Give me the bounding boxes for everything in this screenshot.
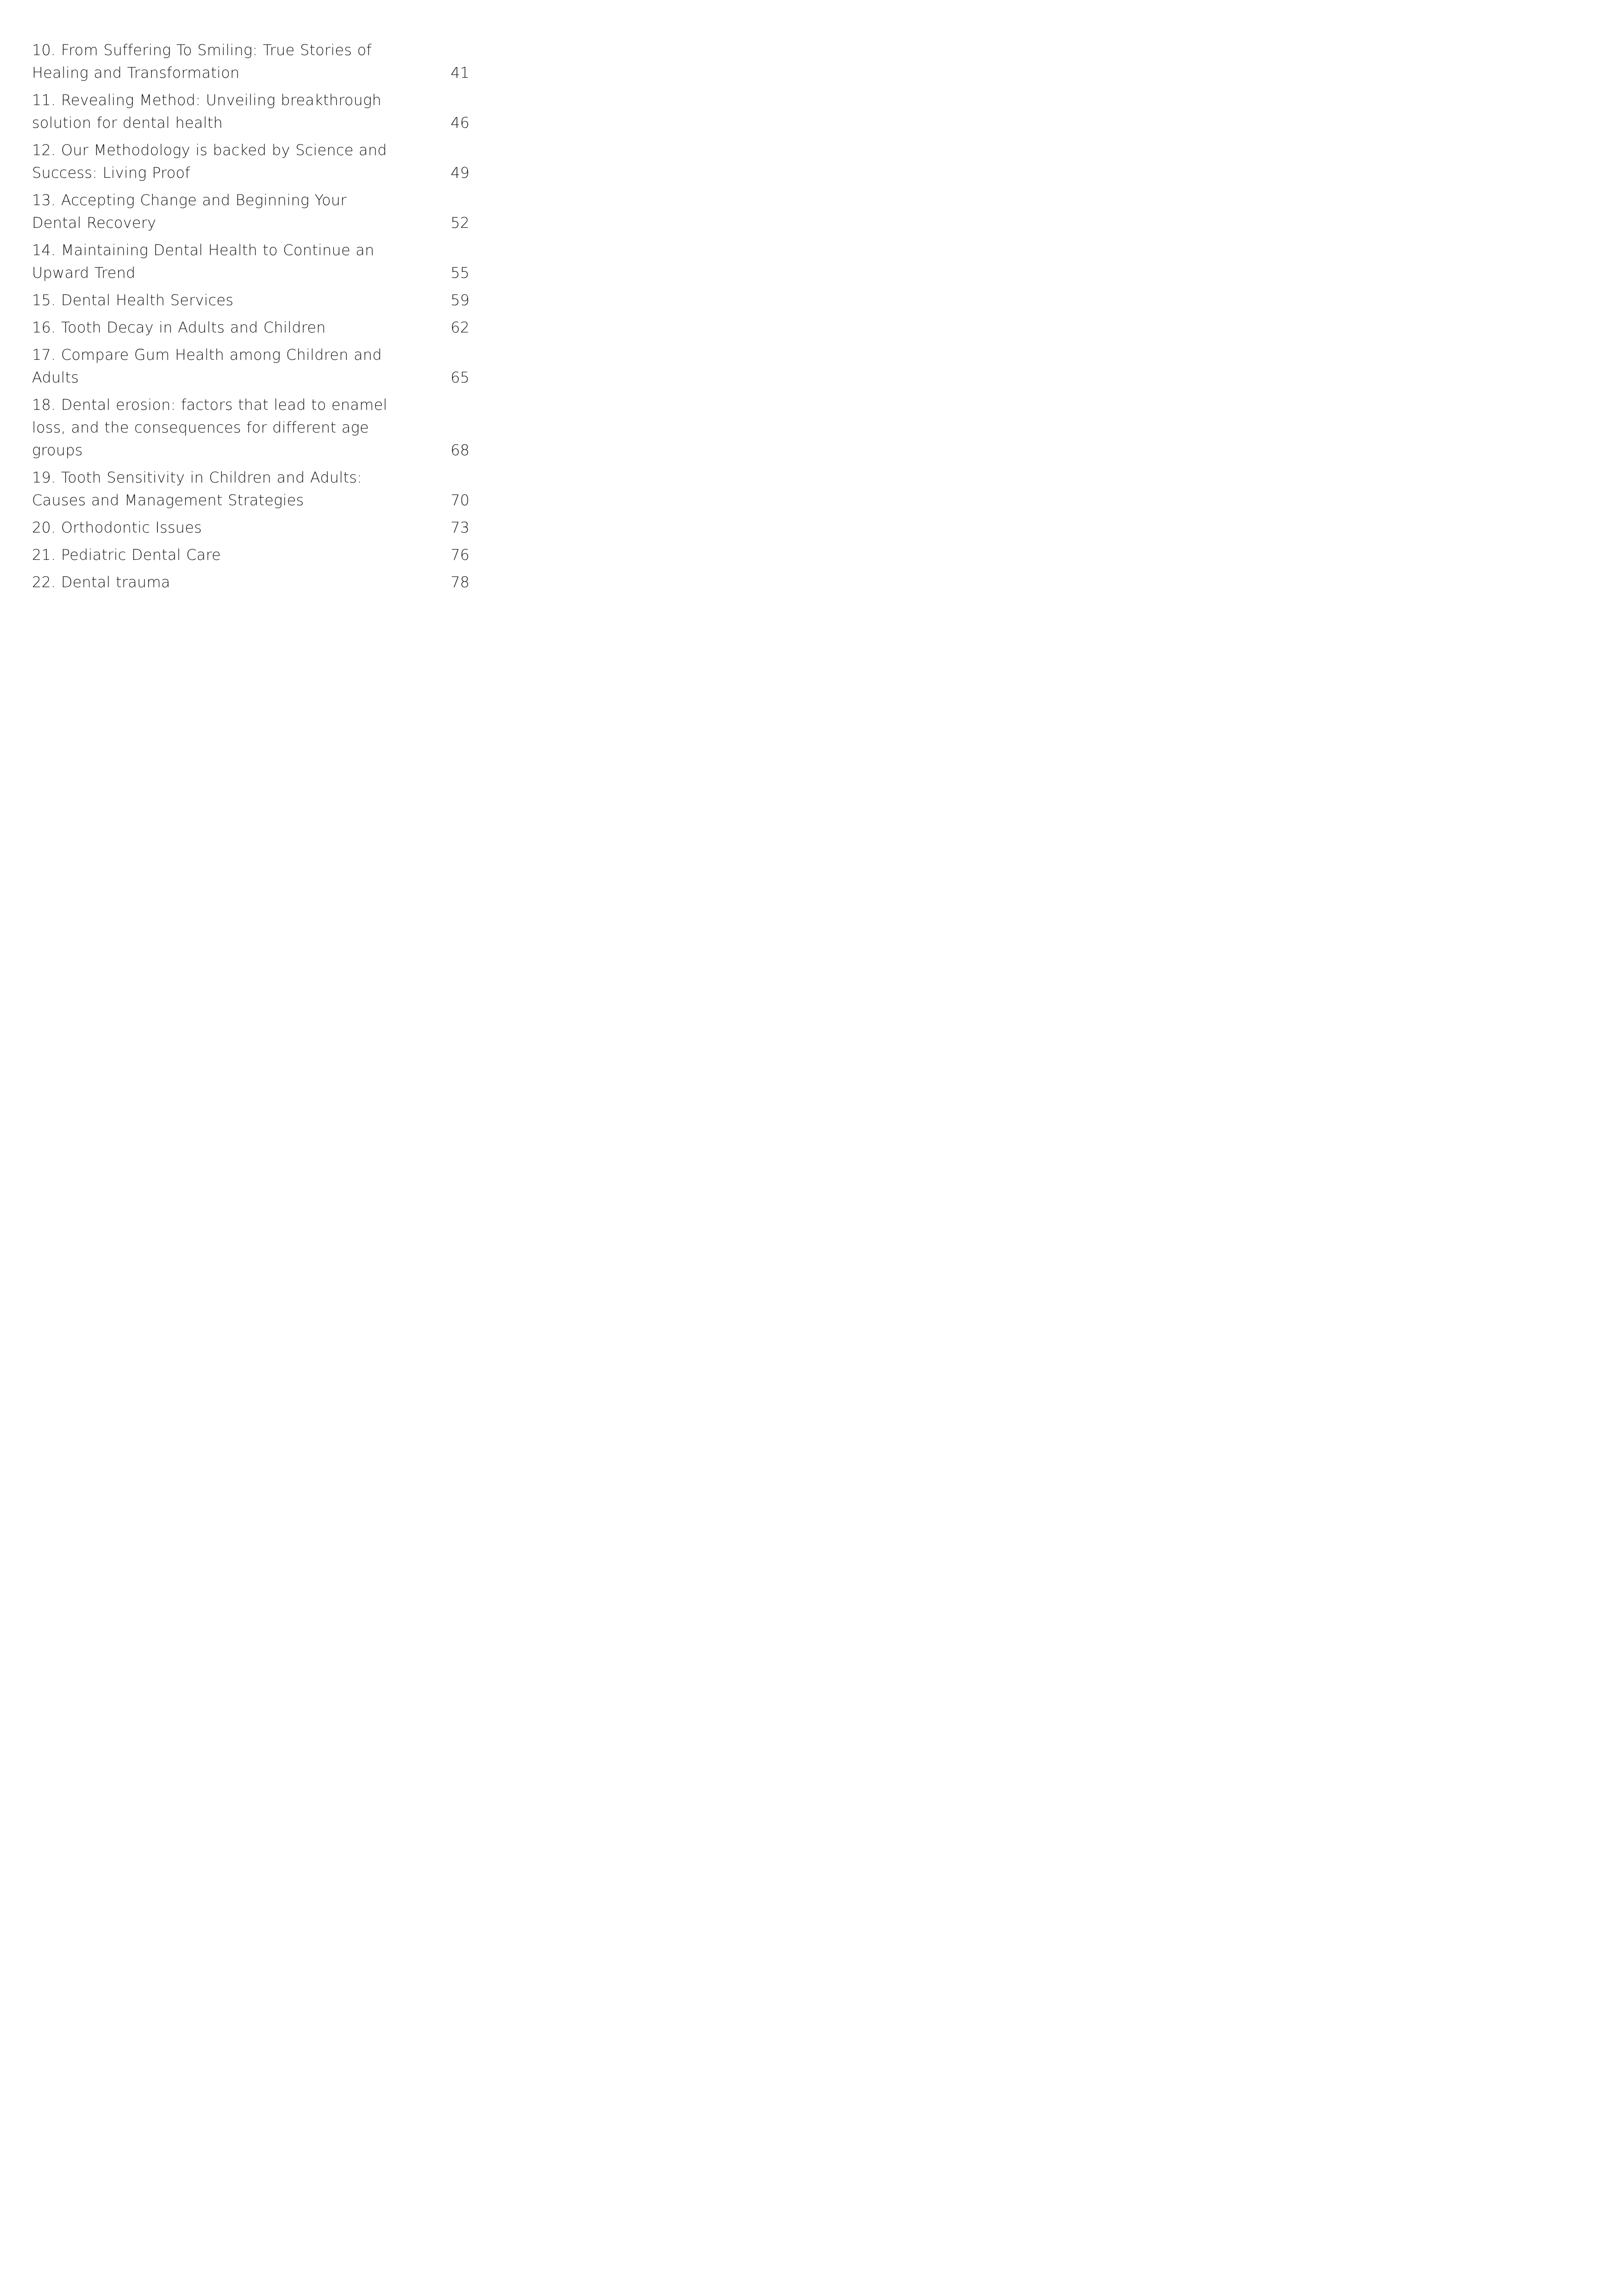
toc-entry-page: 73: [450, 519, 469, 536]
toc-entry[interactable]: [32, 39, 469, 84]
toc-entry-title: 15. Dental Health Services: [32, 291, 234, 309]
toc-entry[interactable]: [32, 344, 469, 389]
toc-entry[interactable]: [32, 466, 469, 512]
toc-entry[interactable]: [32, 89, 469, 134]
toc-entry-page: 41: [450, 64, 469, 82]
toc-entry-page: 70: [450, 491, 469, 509]
toc-entry-title: 11. Revealing Method: Unveiling breakthrough solution for dental health: [32, 91, 381, 132]
table-of-contents: [32, 39, 469, 598]
toc-entry-title: 19. Tooth Sensitivity in Children and Adults: Causes and Management Strategies: [32, 469, 362, 509]
toc-entry-page: 52: [450, 214, 469, 232]
toc-entry-title: 13. Accepting Change and Beginning Your Dental Recovery: [32, 191, 347, 232]
toc-entry-title: 22. Dental trauma: [32, 573, 170, 591]
toc-entry-title: 17. Compare Gum Health among Children and Adults: [32, 346, 382, 386]
toc-entry-page: 62: [450, 319, 469, 336]
toc-entry-title: 10. From Suffering To Smiling: True Stories of Healing and Transformation: [32, 41, 372, 82]
toc-entry-page: 55: [450, 264, 469, 282]
toc-entry[interactable]: [32, 189, 469, 234]
toc-entry-page: 68: [450, 441, 469, 459]
toc-entry-page: 46: [450, 114, 469, 132]
toc-entry[interactable]: [32, 516, 469, 539]
toc-entry[interactable]: [32, 239, 469, 284]
toc-entry[interactable]: [32, 394, 469, 462]
toc-entry-title: 14. Maintaining Dental Health to Continue an Upward Trend: [32, 241, 375, 282]
toc-entry[interactable]: [32, 571, 469, 594]
toc-entry-title: 12. Our Methodology is backed by Science and Success: Living Proof: [32, 141, 387, 182]
toc-entry-page: 59: [450, 291, 469, 309]
toc-entry-title: 16. Tooth Decay in Adults and Children: [32, 319, 326, 336]
toc-entry-title: 18. Dental erosion: factors that lead to enamel loss, and the consequences for different age groups: [32, 396, 388, 459]
toc-entry[interactable]: [32, 544, 469, 566]
toc-entry-page: 78: [450, 573, 469, 591]
toc-entry-page: 65: [450, 369, 469, 386]
toc-entry-page: 76: [450, 546, 469, 564]
toc-entry[interactable]: [32, 139, 469, 184]
toc-entry[interactable]: [32, 289, 469, 312]
toc-entry-page: 49: [450, 164, 469, 182]
toc-entry-title: 21. Pediatric Dental Care: [32, 546, 221, 564]
toc-entry-title: 20. Orthodontic Issues: [32, 519, 202, 536]
toc-entry[interactable]: [32, 316, 469, 339]
